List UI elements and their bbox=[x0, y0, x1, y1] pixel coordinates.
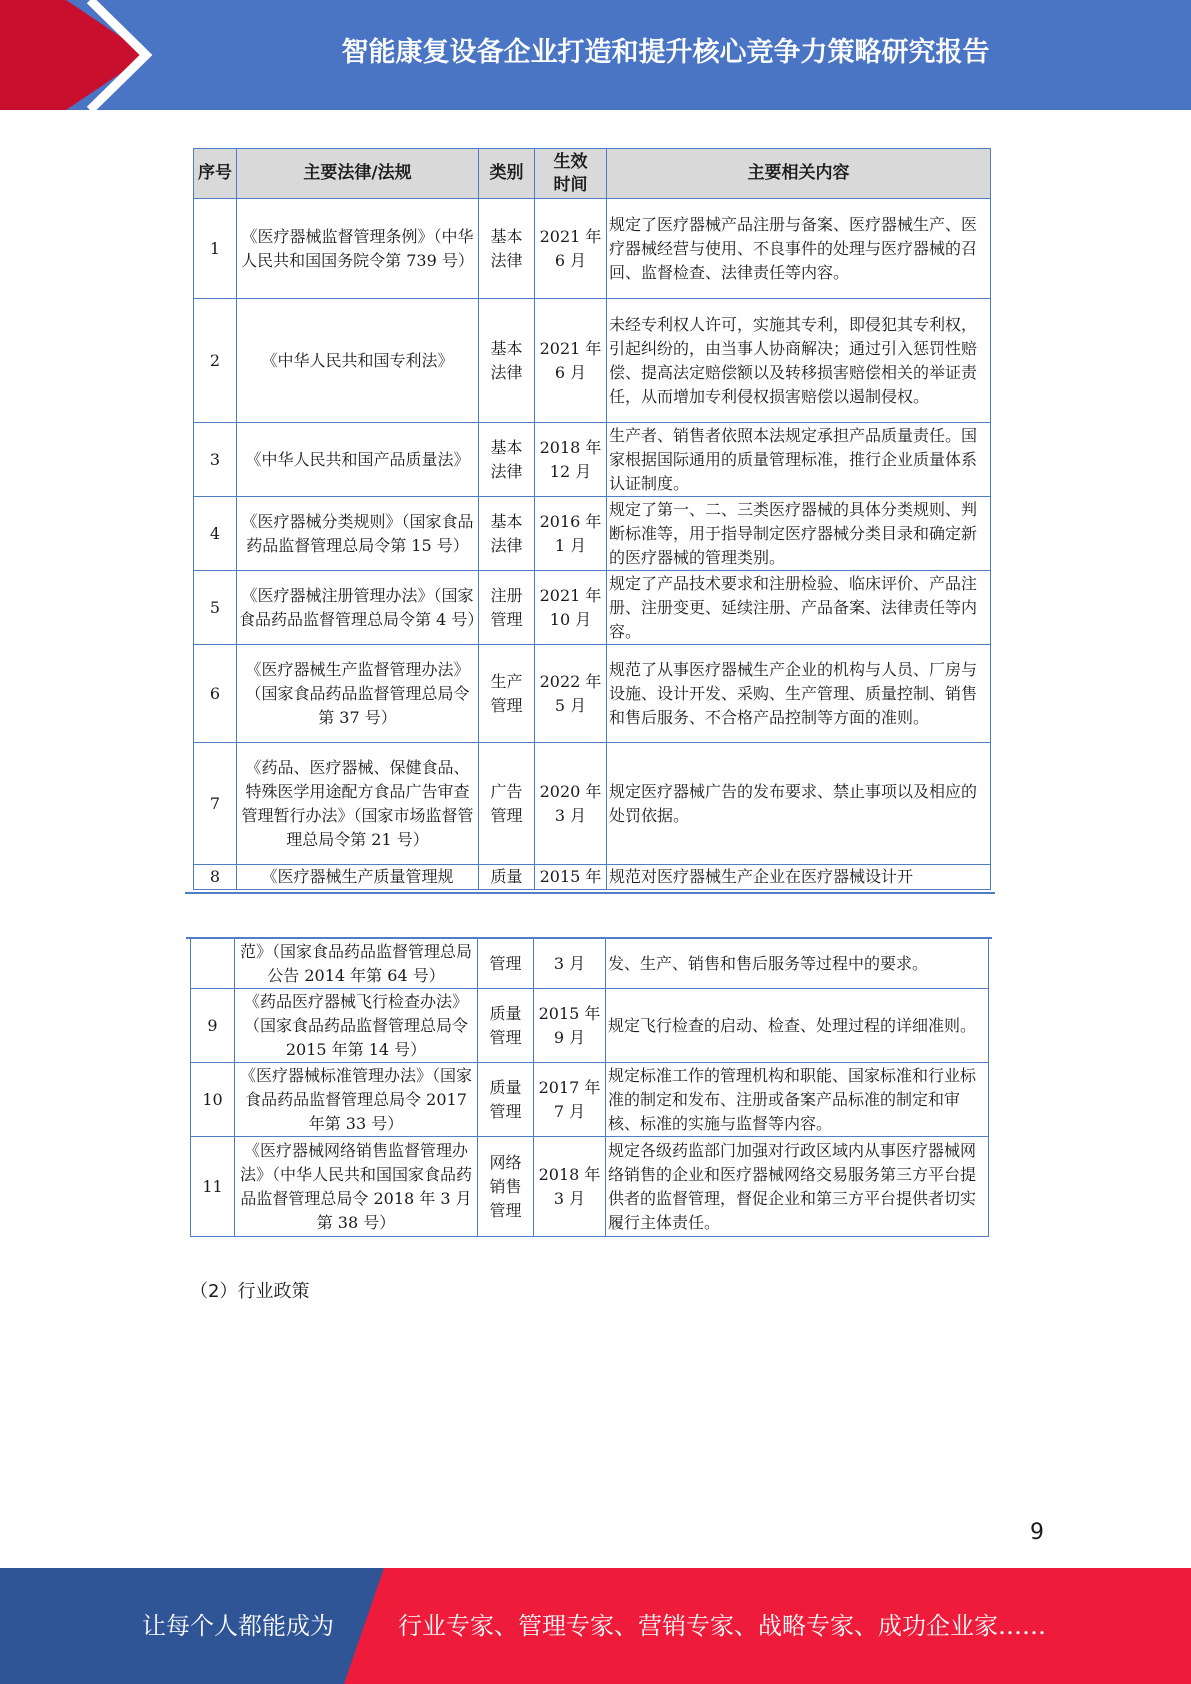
effective-date-cell: 2018 年 3 月 bbox=[534, 1137, 606, 1237]
content-cell: 规定各级药监部门加强对行政区域内从事医疗器械网络销售的企业和医疗器械网络交易服务第三方平台提供者的监督管理，督促企业和第三方平台提供者切实履行主体责任。 bbox=[606, 1137, 989, 1237]
column-header-date: 生效 时间 bbox=[535, 149, 607, 199]
column-header-no: 序号 bbox=[194, 149, 237, 199]
category-cell: 基本 法律 bbox=[479, 423, 535, 497]
category-cell: 管理 bbox=[478, 939, 534, 989]
row-number-cell: 8 bbox=[194, 865, 237, 890]
effective-date-cell: 2021 年 6 月 bbox=[535, 199, 607, 299]
law-name-cell: 《中华人民共和国产品质量法》 bbox=[237, 423, 479, 497]
content-cell: 规范了从事医疗器械生产企业的机构与人员、厂房与设施、设计开发、采购、生产管理、质量控制、销售和售后服务、不合格产品控制等方面的准则。 bbox=[607, 645, 991, 743]
row-number-cell: 5 bbox=[194, 571, 237, 645]
content-cell: 规定标准工作的管理机构和职能、国家标准和行业标准的制定和发布、注册或备案产品标准的制定和审核、标准的实施与监督等内容。 bbox=[606, 1063, 989, 1137]
page-number: 9 bbox=[1030, 1520, 1044, 1545]
category-cell: 基本 法律 bbox=[479, 299, 535, 423]
page-footer bbox=[0, 1568, 1191, 1684]
column-header-category: 类别 bbox=[479, 149, 535, 199]
category-cell: 质量 管理 bbox=[478, 1063, 534, 1137]
table-row bbox=[191, 939, 989, 989]
footer-slogan-left: 让每个人都能成为 bbox=[142, 1612, 334, 1640]
law-name-cell: 《医疗器械分类规则》（国家食品药品监督管理总局令第 15 号） bbox=[237, 497, 479, 571]
content-cell: 规定飞行检查的启动、检查、处理过程的详细准则。 bbox=[606, 989, 989, 1063]
regulation-table-part1 bbox=[193, 148, 991, 890]
category-cell: 网络 销售 管理 bbox=[478, 1137, 534, 1237]
section-heading: （2）行业政策 bbox=[190, 1281, 310, 1302]
law-name-cell: 《医疗器械网络销售监督管理办法》（中华人民共和国国家食品药品监督管理总局令 2018 年 3 月第 38 号） bbox=[235, 1137, 478, 1237]
effective-date-cell: 3 月 bbox=[534, 939, 606, 989]
effective-date-cell: 2015 年 bbox=[535, 865, 607, 890]
report-title: 智能康复设备企业打造和提升核心竞争力策略研究报告 bbox=[341, 37, 990, 68]
table-row bbox=[194, 299, 991, 423]
table-header-row bbox=[194, 149, 991, 199]
law-name-cell: 《医疗器械生产监督管理办法》（国家食品药品监督管理总局令第 37 号） bbox=[237, 645, 479, 743]
content-cell: 未经专利权人许可，实施其专利，即侵犯其专利权，引起纠纷的，由当事人协商解决；通过引入惩罚性赔偿、提高法定赔偿额以及转移损害赔偿相关的举证责任，从而增加专利侵权损害赔偿以遏制侵权。 bbox=[607, 299, 991, 423]
table-row bbox=[191, 1063, 989, 1137]
table-row bbox=[191, 989, 989, 1063]
regulation-table-part2 bbox=[190, 938, 989, 1237]
table-row bbox=[194, 865, 991, 890]
content-cell: 生产者、销售者依照本法规定承担产品质量责任。国家根据国际通用的质量管理标准，推行企业质量体系认证制度。 bbox=[607, 423, 991, 497]
row-number-cell: 11 bbox=[191, 1137, 235, 1237]
category-cell: 注册 管理 bbox=[479, 571, 535, 645]
table-row bbox=[191, 1137, 989, 1237]
effective-date-cell: 2017 年 7 月 bbox=[534, 1063, 606, 1137]
table-row bbox=[194, 423, 991, 497]
category-cell: 广告 管理 bbox=[479, 743, 535, 865]
effective-date-cell: 2021 年 10 月 bbox=[535, 571, 607, 645]
effective-date-cell: 2020 年 3 月 bbox=[535, 743, 607, 865]
law-name-cell: 《医疗器械标准管理办法》（国家食品药品监督管理总局令 2017 年第 33 号） bbox=[235, 1063, 478, 1137]
category-cell: 质量 管理 bbox=[478, 989, 534, 1063]
table-break-rule bbox=[185, 892, 995, 894]
row-number-cell bbox=[191, 939, 235, 989]
row-number-cell: 6 bbox=[194, 645, 237, 743]
row-number-cell: 3 bbox=[194, 423, 237, 497]
table-row bbox=[194, 199, 991, 299]
category-cell: 基本 法律 bbox=[479, 497, 535, 571]
content-cell: 规定了医疗器械产品注册与备案、医疗器械生产、医疗器械经营与使用、不良事件的处理与医疗器械的召回、监督检查、法律责任等内容。 bbox=[607, 199, 991, 299]
law-name-cell: 《药品、医疗器械、保健食品、特殊医学用途配方食品广告审查管理暂行办法》（国家市场监督管理总局令第 21 号） bbox=[237, 743, 479, 865]
content-cell: 规定了第一、二、三类医疗器械的具体分类规则、判断标准等，用于指导制定医疗器械分类目录和确定新的医疗器械的管理类别。 bbox=[607, 497, 991, 571]
row-number-cell: 2 bbox=[194, 299, 237, 423]
row-number-cell: 1 bbox=[194, 199, 237, 299]
law-name-cell: 《医疗器械监督管理条例》（中华人民共和国国务院令第 739 号） bbox=[237, 199, 479, 299]
law-name-cell: 《医疗器械生产质量管理规 bbox=[237, 865, 479, 890]
row-number-cell: 7 bbox=[194, 743, 237, 865]
law-name-cell: 《医疗器械注册管理办法》（国家食品药品监督管理总局令第 4 号） bbox=[237, 571, 479, 645]
effective-date-cell: 2018 年 12 月 bbox=[535, 423, 607, 497]
category-cell: 生产 管理 bbox=[479, 645, 535, 743]
effective-date-cell: 2022 年 5 月 bbox=[535, 645, 607, 743]
effective-date-cell: 2016 年 1 月 bbox=[535, 497, 607, 571]
effective-date-cell: 2015 年 9 月 bbox=[534, 989, 606, 1063]
law-name-cell: 《中华人民共和国专利法》 bbox=[237, 299, 479, 423]
content-cell: 规定医疗器械广告的发布要求、禁止事项以及相应的处罚依据。 bbox=[607, 743, 991, 865]
footer-slogan-right: 行业专家、管理专家、营销专家、战略专家、成功企业家…… bbox=[398, 1612, 1046, 1640]
law-name-cell: 范》（国家食品药品监督管理总局公告 2014 年第 64 号） bbox=[235, 939, 478, 989]
law-name-cell: 《药品医疗器械飞行检查办法》（国家食品药品监督管理总局令 2015 年第 14 号） bbox=[235, 989, 478, 1063]
row-number-cell: 10 bbox=[191, 1063, 235, 1137]
page-header bbox=[0, 0, 1191, 110]
content-cell: 发、生产、销售和售后服务等过程中的要求。 bbox=[606, 939, 989, 989]
table-row bbox=[194, 743, 991, 865]
column-header-law: 主要法律/法规 bbox=[237, 149, 479, 199]
content-cell: 规定了产品技术要求和注册检验、临床评价、产品注册、注册变更、延续注册、产品备案、法律责任等内容。 bbox=[607, 571, 991, 645]
table-row bbox=[194, 571, 991, 645]
category-cell: 基本 法律 bbox=[479, 199, 535, 299]
row-number-cell: 4 bbox=[194, 497, 237, 571]
row-number-cell: 9 bbox=[191, 989, 235, 1063]
table-row bbox=[194, 497, 991, 571]
column-header-content: 主要相关内容 bbox=[607, 149, 991, 199]
effective-date-cell: 2021 年 6 月 bbox=[535, 299, 607, 423]
table-row bbox=[194, 645, 991, 743]
content-cell: 规范对医疗器械生产企业在医疗器械设计开 bbox=[607, 865, 991, 890]
category-cell: 质量 bbox=[479, 865, 535, 890]
